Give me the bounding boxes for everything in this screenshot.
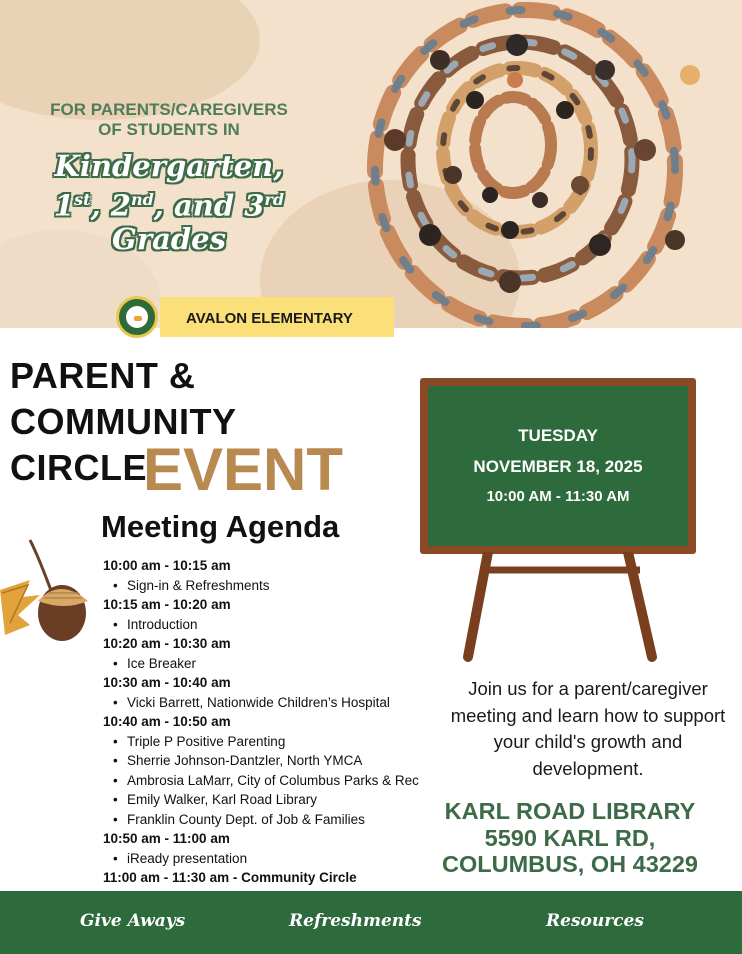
agenda-time: 10:20 am - 10:30 am bbox=[103, 636, 231, 651]
hero-banner bbox=[0, 0, 742, 328]
agenda-item: • Ice Breaker bbox=[103, 654, 463, 674]
agenda-item: • Introduction bbox=[103, 615, 463, 635]
school-name: AVALON ELEMENTARY bbox=[186, 310, 353, 327]
agenda-time: 10:15 am - 10:20 am bbox=[103, 597, 231, 612]
event-day: TUESDAY bbox=[518, 426, 598, 445]
grades-heading bbox=[24, 150, 314, 256]
title-line-1: PARENT & bbox=[10, 355, 196, 396]
agenda-item: • Sherrie Johnson-Dantzler, North YMCA bbox=[103, 751, 463, 771]
grades-line-2: 1st, 2nd, and 3rd bbox=[53, 188, 285, 223]
event-date: NOVEMBER 18, 2025 bbox=[473, 457, 643, 476]
easel-legs bbox=[430, 552, 690, 662]
location-block bbox=[420, 798, 720, 878]
people-circle-illustration bbox=[335, 0, 742, 328]
title-line-3: CIRCLE bbox=[10, 447, 147, 488]
agenda-item: • Triple P Positive Parenting bbox=[103, 732, 463, 752]
agenda-heading: Meeting Agenda bbox=[101, 509, 340, 544]
agenda-item: • Vicki Barrett, Nationwide Children’s Hospital bbox=[103, 693, 463, 713]
agenda-time: 10:50 am - 11:00 am bbox=[103, 831, 230, 846]
invite-text: Join us for a parent/caregiver meeting and learn how to support your child's growth and development. bbox=[450, 678, 726, 779]
agenda-time: 11:00 am - 11:30 am - Community Circle bbox=[103, 870, 357, 885]
agenda-item: • iReady presentation bbox=[103, 849, 463, 869]
agenda-time: 10:00 am - 10:15 am bbox=[103, 558, 231, 573]
location-city: COLUMBUS, OH 43229 bbox=[442, 851, 698, 877]
agenda-item: • Ambrosia LaMarr, City of Columbus Parks & Rec bbox=[103, 771, 463, 791]
agenda-list bbox=[103, 556, 463, 888]
agenda-time: 10:40 am - 10:50 am bbox=[103, 714, 231, 729]
agenda-item: • Franklin County Dept. of Job & Families bbox=[103, 810, 463, 830]
audience-text: FOR PARENTS/CAREGIVERS OF STUDENTS IN bbox=[50, 100, 288, 139]
footer-refreshments: Refreshments bbox=[289, 911, 422, 931]
location-street: 5590 KARL RD, bbox=[484, 824, 656, 851]
footer-give-aways: Give Aways bbox=[80, 911, 186, 931]
location-name: KARL ROAD LIBRARY bbox=[444, 798, 696, 824]
agenda-time: 10:30 am - 10:40 am bbox=[103, 675, 231, 690]
title-line-2: COMMUNITY bbox=[10, 401, 237, 442]
agenda-item: • Emily Walker, Karl Road Library bbox=[103, 790, 463, 810]
footer-resources: Resources bbox=[546, 911, 644, 931]
eagle-beak-icon bbox=[134, 316, 142, 321]
grades-line-3: Grades bbox=[112, 221, 226, 256]
grades-line-1: Kindergarten, bbox=[54, 149, 284, 183]
acorn-icon bbox=[0, 535, 96, 647]
school-logo bbox=[116, 296, 158, 338]
agenda-item: • Sign-in & Refreshments bbox=[103, 576, 463, 596]
event-word: EVENT bbox=[143, 436, 344, 503]
event-time: 10:00 AM - 11:30 AM bbox=[486, 488, 630, 505]
